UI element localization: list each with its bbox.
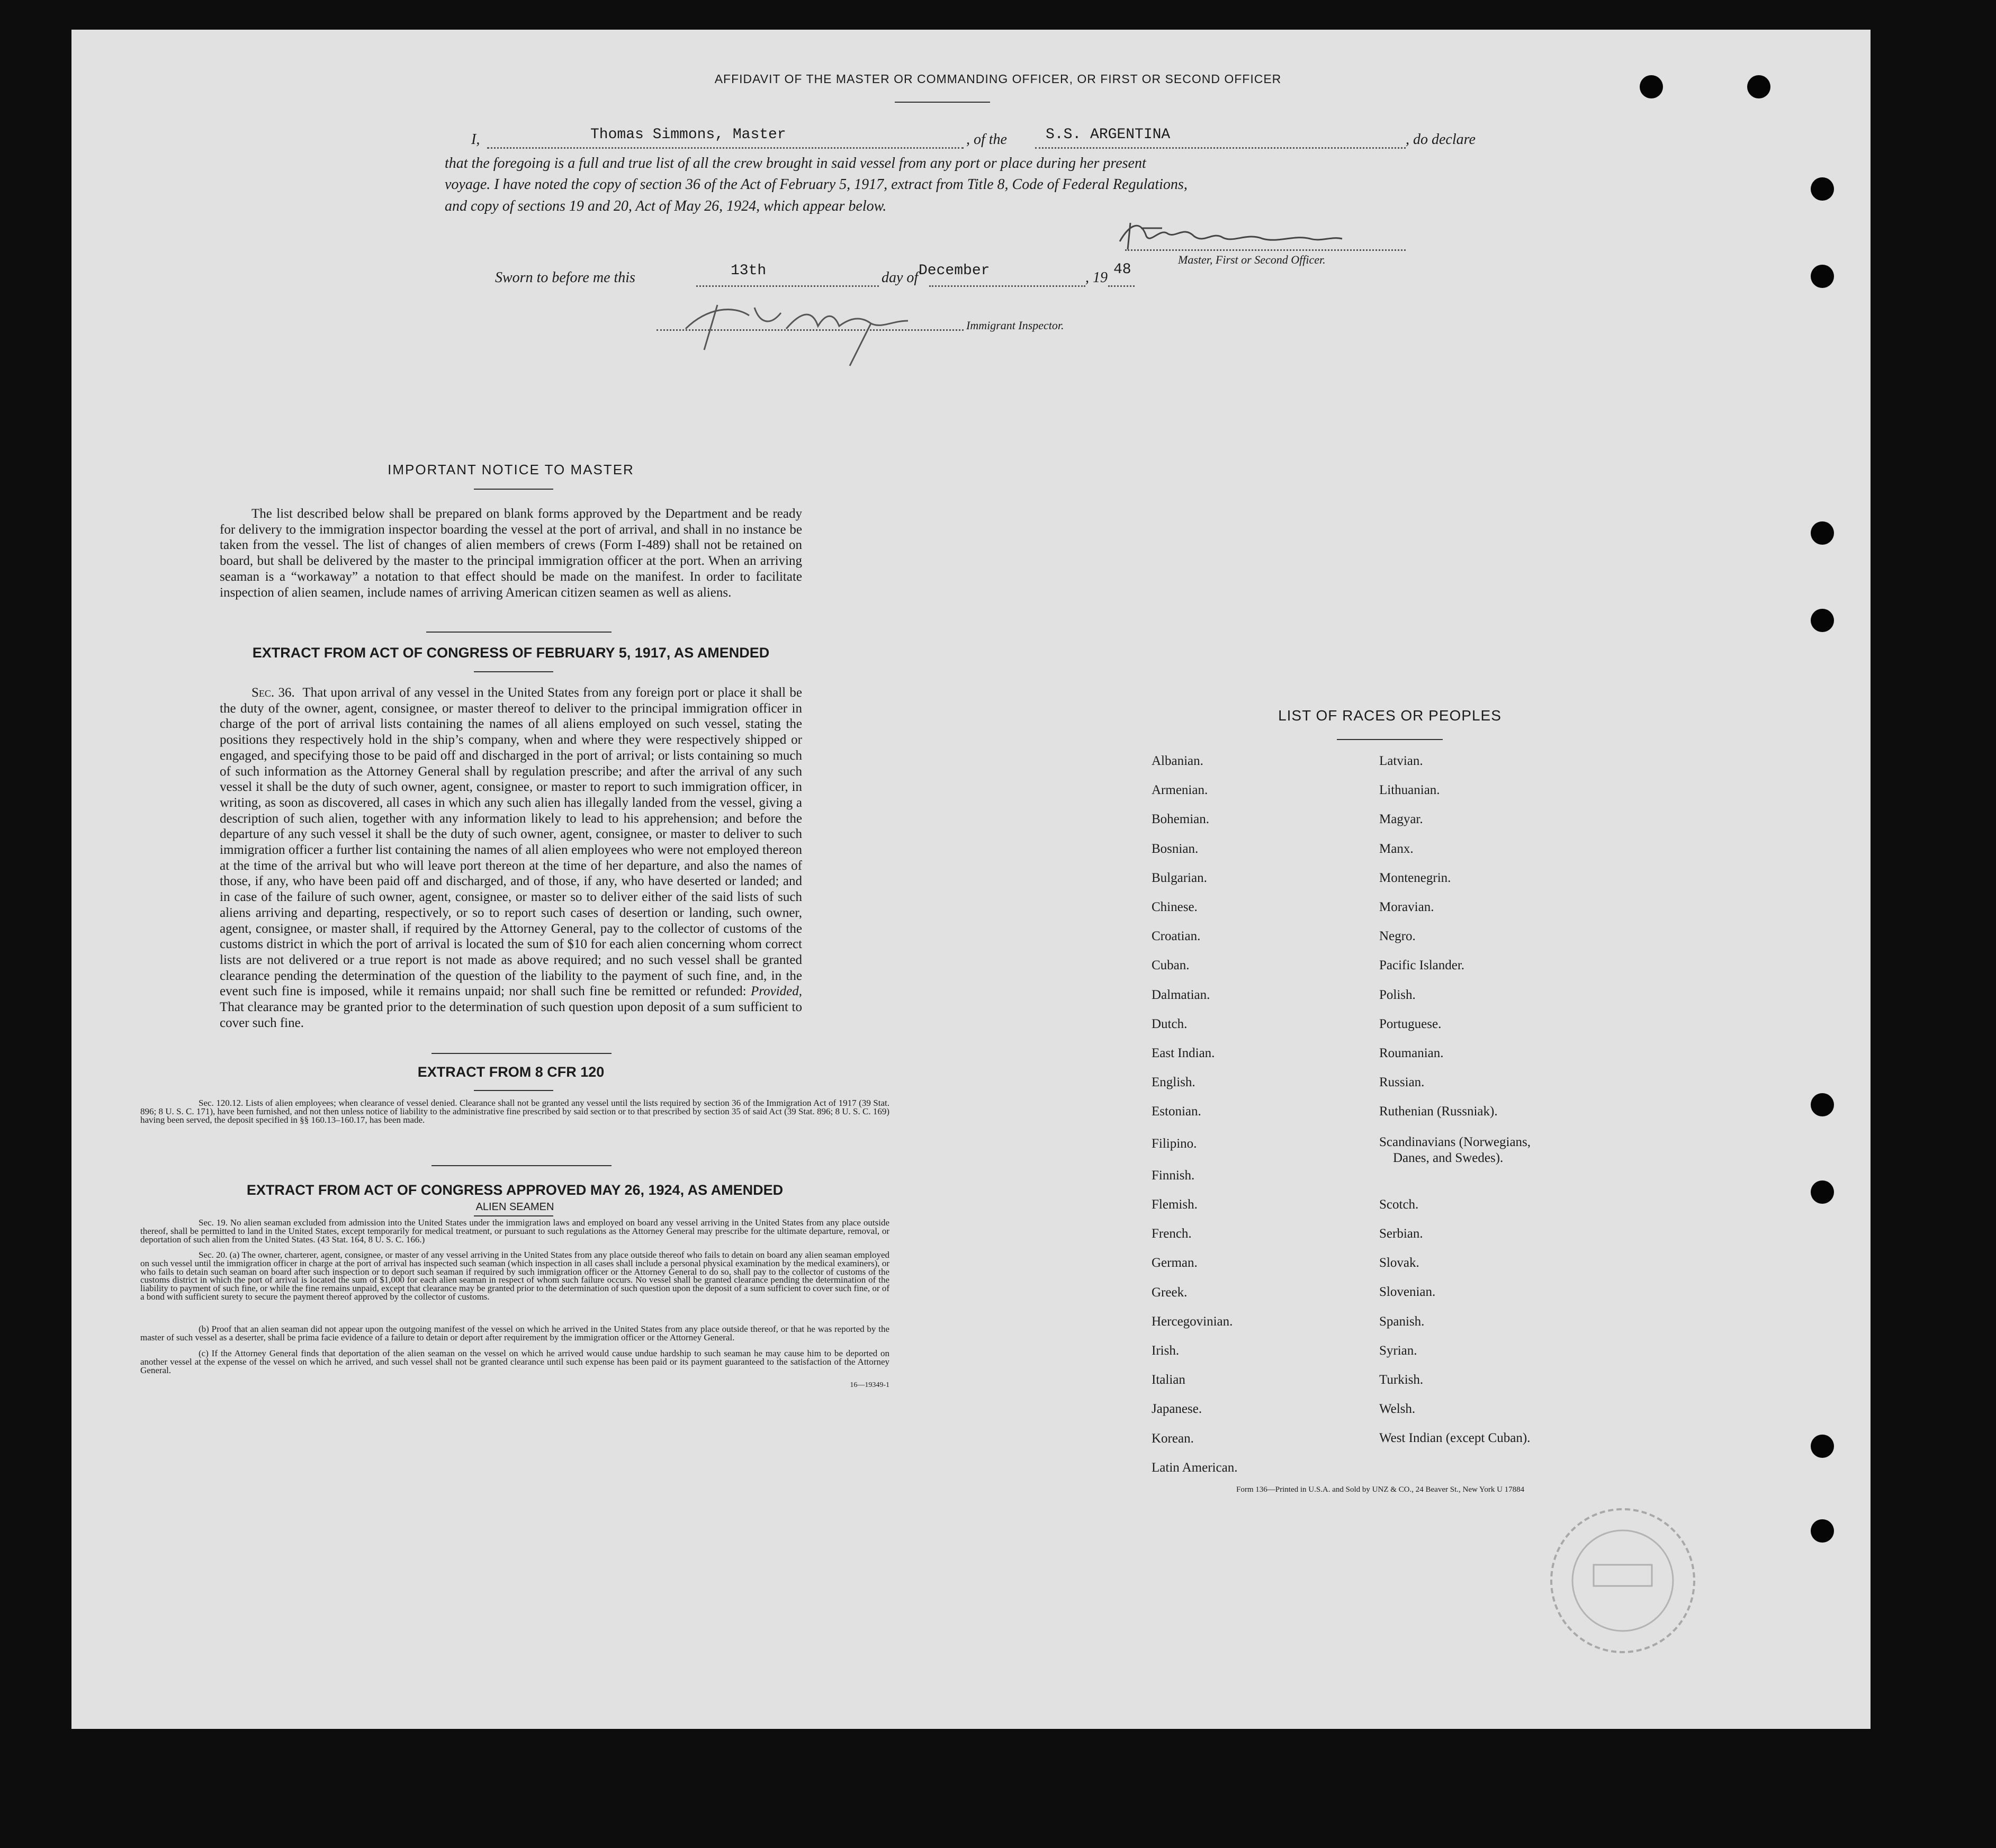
sec-36-label: Sec. 36. [251,686,295,700]
extract-1924-title: EXTRACT FROM ACT OF CONGRESS APPROVED MAY 26, 1924, AS AMENDED [246,1182,784,1198]
race-item: Turkish. [1379,1373,1424,1387]
year-line [1108,285,1135,287]
race-item: Greek. [1152,1285,1188,1300]
race-item: Dalmatian. [1152,987,1210,1002]
day-of-text: day of [882,269,919,286]
race-item: Scandinavians (Norwegians, [1379,1134,1531,1149]
race-item: Manx. [1379,841,1414,856]
inspector-signature [675,292,929,371]
extract-1917-end-rule [431,1053,612,1054]
master-signature [1109,212,1363,255]
received-stamp [1543,1501,1702,1660]
affidavit-line-4: and copy of sections 19 and 20, Act of May 26, 1924, which appear below. [445,198,887,214]
race-item: Magyar. [1379,812,1423,827]
race-item: Portuguese. [1379,1016,1442,1031]
punch-hole [1811,609,1834,632]
sec-20a-text: Sec. 20. (a) The owner, charterer, agent, consignee, or master of any vessel arriving in the United States from any place outside thereof who fails to detain on board any alien seaman employed on such vessel until the immigration officer in charge at the port of arrival has inspected such seaman (which inspection in all cases shall include a personal physical examination by the medical examiners), or who fails to detain such seaman on board after such inspection or to deport such seaman if required by such immigration officer or the Attorney General to do so, shall pay to the collector of customs of the customs district in which the port of arrival is located the sum of $1,000 for each alien seaman in respect of whom such failure occurs. No vessel shall be granted clearance pending the determination of the liability to payment of such fine, or while the fine remains unpaid, except that clearance may be granted prior to the determination of such question upon the deposit of a sum sufficient to cover such fine, or of a bond with sufficient surety to secure the payment thereof approved by the collector of customs. [140,1250,889,1302]
year-suffix: 48 [1113,262,1131,278]
declarant-name: Thomas Simmons, Master [590,127,786,143]
affidavit-pronoun: I, [471,131,480,148]
cfr-text: Sec. 120.12. Lists of alien employees; when clearance of vessel denied. Clearance shall not be granted any vessel until the lists required by section 36 of the Immigration Act of 1917 (39 Stat. 896; 8 U. S. C. 171), have been furnished, and not then unless notice of liability to the administrative fine prescribed by said section or to that prescribed by section 35 of said Act (39 Stat. 896; 8 U. S. C. 169) having been served, the deposit specified in §§ 160.13–160.17, has been made. [140,1098,889,1125]
sworn-month-line [929,285,1085,287]
punch-hole [1811,521,1834,545]
race-item: Slovak. [1379,1256,1419,1270]
year-prefix: , 19 [1085,269,1108,286]
race-item: Estonian. [1152,1104,1201,1119]
race-item: Serbian. [1379,1227,1423,1241]
race-item: Ruthenian (Russniak). [1379,1104,1498,1119]
race-item: Finnish. [1152,1168,1195,1183]
sec-36-text-end: That clearance may be granted prior to the determination of such question upon deposit of a sum sufficient to cover such fine. [220,1000,802,1030]
race-item: Dutch. [1152,1016,1188,1031]
race-item: Latvian. [1379,754,1423,768]
sworn-day: 13th [731,263,767,279]
declarant-line [487,147,964,149]
race-item: Hercegovinian. [1152,1314,1233,1329]
race-item: Chinese. [1152,900,1198,914]
master-signature-line [1125,249,1406,251]
race-item: Welsh. [1379,1402,1416,1417]
extract-1917-text [220,685,802,1031]
sec-20c-text: (c) If the Attorney General finds that deportation of the alien seaman on the vessel on which he arrived would cause undue hardship to such seaman he may cause him to be deported on another vessel at the expense of the vessel on which he arrived, and such vessel shall not be granted clearance until such expense has been paid or its payment guaranteed to the satisfaction of the Attorney General. [140,1348,889,1375]
sec-36-text: That upon arrival of any vessel in the United States from any foreign port or place it shall be the duty of the owner, agent, consignee, or master thereof to deliver to the principal immigration officer in charge of the port of arrival lists containing the names of all aliens employed on such vessel, stating the positions they respectively hold in the ship’s company, when and where they were respectively shipped or engaged, and specifying those to be paid off and discharged in the port of arrival; or lists containing so much of such information as the Attorney General shall by regulation prescribe; and after the arrival of any such vessel it shall be the duty of such owner, agent, consignee, or master to report to such immigration officer, in writing, as soon as discovered, all cases in which any such alien has illegally landed from the vessel, giving a description of such alien, together with any information likely to lead to his apprehension; and before the departure of any such vessel it shall be the duty of such owner, agent, consignee, or master to deliver to such immigration officer a further list containing the names of all alien employees who were not employed thereon at the time of the arrival but who will leave port thereon at the time of her departure, and also the names of those, if any, who have been paid off and discharged, and of those, if any, who have deserted or landed; and in case of the failure of such owner, agent, consignee, or master so to deliver either of the said lists of such aliens arriving and departing, respectively, or so to report such cases of desertion or landing, such owner, agent, consignee, or master shall, if required by the Attorney General, pay to the collector of customs of the customs district in which the port of arrival is located the sum of $10 for each alien concerning whom correct lists are not delivered or a true report is not made as above required; and no such vessel shall be granted clearance pending the determination of the question of the liability to the payment of such fine, and, in the event such fine is imposed, while it remains unpaid; nor shall such fine be remitted or refunded: [220,686,803,999]
race-item: Irish. [1152,1344,1180,1358]
punch-hole [1811,177,1834,201]
race-item: East Indian. [1152,1046,1215,1060]
affidavit-heading: AFFIDAVIT OF THE MASTER OR COMMANDING OFFICER, OR FIRST OR SECOND OFFICER [714,72,1282,86]
race-item: Syrian. [1379,1343,1417,1358]
race-item: Russian. [1379,1075,1425,1090]
punch-hole [1811,265,1834,288]
of-the-text: , of the [966,131,1007,148]
affidavit-line-3: voyage. I have noted the copy of section 36 of the Act of February 5, 1917, extract from Title 8, Code of Federal Regulations, [445,176,1188,193]
do-declare-text: , do declare [1406,131,1476,148]
race-item: Armenian. [1152,783,1208,798]
sec-20b-text: (b) Proof that an alien seaman did not appear upon the outgoing manifest of the vessel on which he arrived in the United States from any place outside thereof, or that he was reported by the master of such vessel as a deserter, shall be prima facie evidence of a failure to detain or deport after requirement by the immigration officer or the Attorney General. [140,1324,889,1342]
race-item: Montenegrin. [1379,870,1451,885]
extract-1917-rule [474,671,553,672]
race-item: Moravian. [1379,900,1434,914]
inspector-signature-line [657,329,964,331]
race-item: English. [1152,1075,1195,1090]
race-item: Albanian. [1152,754,1203,768]
race-item: French. [1152,1227,1192,1241]
punch-hole [1640,75,1663,98]
race-item: Polish. [1379,987,1416,1002]
race-item: Italian [1152,1373,1185,1387]
document-page [71,30,1871,1729]
notice-text: The list described below shall be prepared on blank forms approved by the Department and be ready for delivery to the immigration inspector boarding the vessel at the port of arrival, and shall in no instance be taken from the vessel. The list of changes of alien members of crews (Form I-489) shall not be retained on board, but shall be delivered by the master to the principal immigration officer at the port. When an arriving seaman is a “workaway” a notation to that effect should be made on the manifest. In order to facilitate inspection of alien seamen, include names of arriving American citizen seamen as well as aliens. [220,507,802,600]
race-item: Filipino. [1152,1136,1197,1151]
sworn-month: December [919,263,990,279]
race-item: Japanese. [1152,1402,1202,1417]
race-item: Bosnian. [1152,841,1199,856]
race-item: Lithuanian. [1379,783,1440,798]
notice-title: IMPORTANT NOTICE TO MASTER [388,462,634,477]
race-item: Negro. [1379,929,1416,944]
race-item: Scotch. [1379,1197,1419,1212]
vessel-line [1035,147,1406,149]
notice-rule [474,489,553,490]
notice-end-rule [426,632,612,633]
races-rule [1337,739,1443,740]
race-item: Danes, and Swedes). [1393,1150,1504,1165]
race-item: West Indian (except Cuban). [1379,1431,1531,1446]
cfr-rule [474,1090,553,1091]
sworn-day-line [696,285,879,287]
race-item: Croatian. [1152,929,1201,944]
race-item: Bohemian. [1152,812,1210,827]
vessel-name: S.S. ARGENTINA [1046,127,1171,143]
inspector-caption: Immigrant Inspector. [966,319,1064,332]
provided-term: Provided, [751,984,803,999]
race-item: Slovenian. [1379,1285,1436,1300]
race-item: Pacific Islander. [1379,958,1465,973]
race-item: Korean. [1152,1431,1194,1446]
race-item: Bulgarian. [1152,870,1207,885]
master-caption: Master, First or Second Officer. [1178,253,1326,266]
cfr-end-rule [431,1165,612,1166]
race-item: Roumanian. [1379,1046,1444,1060]
punch-hole [1811,1435,1834,1458]
extract-1924-subtitle: ALIEN SEAMEN [475,1201,554,1213]
extract-1924-rule [474,1215,553,1216]
race-item: Latin American. [1152,1460,1238,1475]
punch-hole [1811,1519,1834,1543]
race-item: Spanish. [1379,1314,1425,1329]
cfr-title: EXTRACT FROM 8 CFR 120 [417,1064,605,1080]
extract-1917-title: EXTRACT FROM ACT OF CONGRESS OF FEBRUARY 5, 1917, AS AMENDED [252,645,770,661]
race-item: German. [1152,1256,1198,1270]
punch-hole [1747,75,1770,98]
sworn-prefix: Sworn to before me this [495,269,635,286]
punch-hole [1811,1180,1834,1204]
form-footer: Form 136—Printed in U.S.A. and Sold by UNZ & CO., 24 Beaver St., New York U 17884 [1236,1485,1525,1494]
sec-19-text: Sec. 19. No alien seaman excluded from admission into the United States under the immigration laws and employed on board any vessel arriving in the United States from any place outside thereof, shall be permitted to land in the United States, except temporarily for medical treatment, or pursuant to such regulations as the Attorney General may prescribe for the ultimate departure, removal, or deportation of such alien from the United States. (43 Stat. 164, 8 U. S. C. 166.) [140,1218,889,1245]
form-code: 16—19349-1 [850,1381,889,1389]
heading-rule [895,102,990,103]
affidavit-line-2: that the foregoing is a full and true list of all the crew brought in said vessel from any port or place during her present [445,155,1146,172]
race-item: Cuban. [1152,958,1190,973]
races-title: LIST OF RACES OR PEOPLES [1278,707,1502,724]
race-item: Flemish. [1152,1197,1198,1212]
punch-hole [1811,1093,1834,1116]
